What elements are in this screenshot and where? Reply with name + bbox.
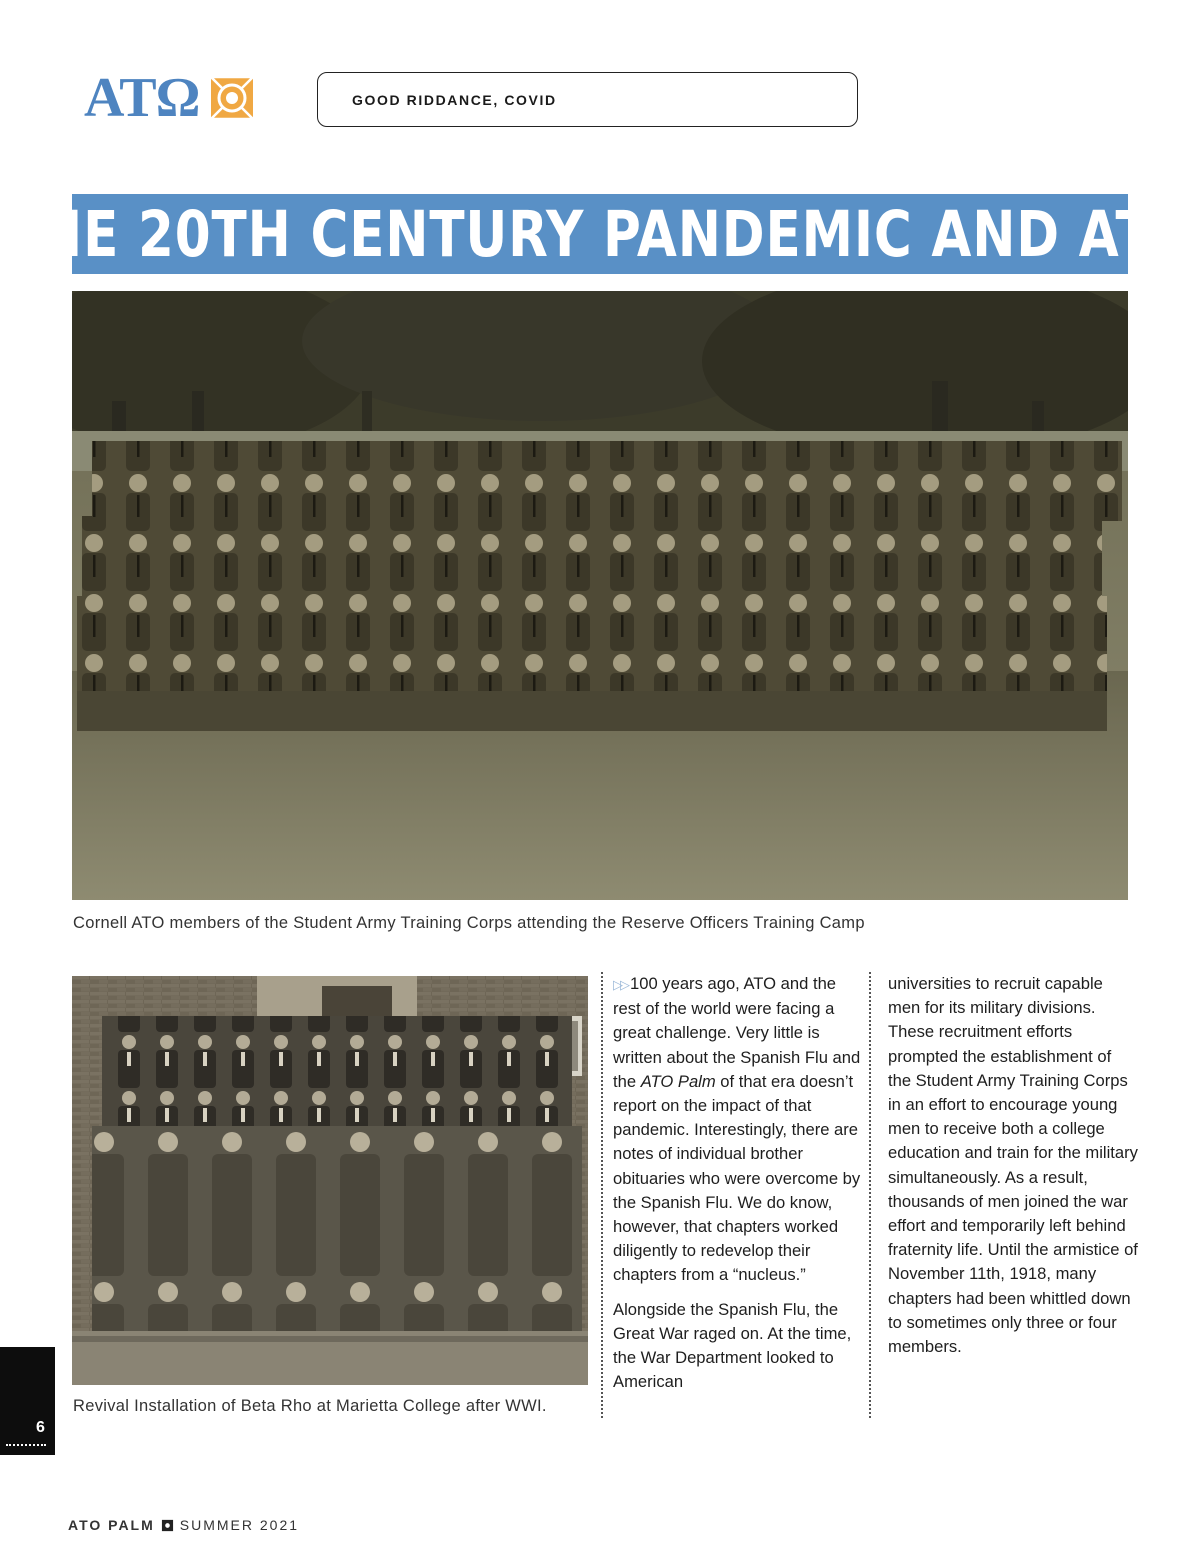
page-footer (68, 1517, 299, 1533)
article-column-2 (888, 972, 1138, 1369)
page-number-tab (0, 1347, 55, 1455)
tab-divider (6, 1444, 46, 1446)
section-label-text: GOOD RIDDANCE, COVID (352, 91, 557, 108)
logo-text: ATΩ (84, 67, 200, 129)
paragraph-start-arrow-icon: ▷▷ (613, 977, 627, 992)
article-title-bar (3, 194, 1197, 274)
paragraph: Alongside the Spanish Flu, the Great War raged on. At the time, the War Department looked to American (613, 1299, 852, 1392)
article-column-1 (613, 972, 863, 1404)
article-title: THE 20TH CENTURY PANDEMIC AND ATO (3, 197, 1197, 271)
paragraph: universities to recruit capable men for its military divisions. These recruitment efforts prompted the establishment of the Student Army Training Corps in an effort to encourage young men to receive both a college education and train for the military simultaneously. As a result, thousands of men joined the war effort and temporarily left behind fraternity life. Until the armistice of November 11th, 1918, many chapters had been whittled down to sometimes only three or four members. (888, 974, 1138, 1357)
main-photo-caption: Cornell ATO members of the Student Army Training Corps attending the Reserve Officers Training Camp (73, 914, 865, 932)
paragraph-text: 100 years ago, ATO and the rest of the world were facing a great challenge. Very little is written about the Spanish Flu and the (613, 974, 861, 1091)
second-photo-caption: Revival Installation of Beta Rho at Marietta College after WWI. (73, 1397, 547, 1415)
cross-pattee-icon (161, 1519, 174, 1532)
column-divider (869, 972, 871, 1418)
column-divider (601, 972, 603, 1418)
ato-logo (84, 67, 284, 129)
beta-rho-group-photo (72, 976, 588, 1385)
issue-date: SUMMER 2021 (179, 1517, 300, 1533)
paragraph-text: of that era doesn’t report on the impact of that pandemic. Interestingly, there are notes of individual brother obituaries who were overcome by the Spanish Flu. We do know, however, that chapters worked diligently to redevelop their chapters from a “nucleus.” (613, 1071, 861, 1285)
paragraph (613, 972, 863, 1288)
publication-name: ATO Palm (640, 1071, 716, 1091)
cross-pattee-icon (205, 71, 259, 125)
section-label (317, 72, 858, 127)
publication-name: ATO PALM (68, 1517, 155, 1533)
main-group-photo (72, 291, 1128, 900)
page-number: 6 (36, 1419, 45, 1436)
